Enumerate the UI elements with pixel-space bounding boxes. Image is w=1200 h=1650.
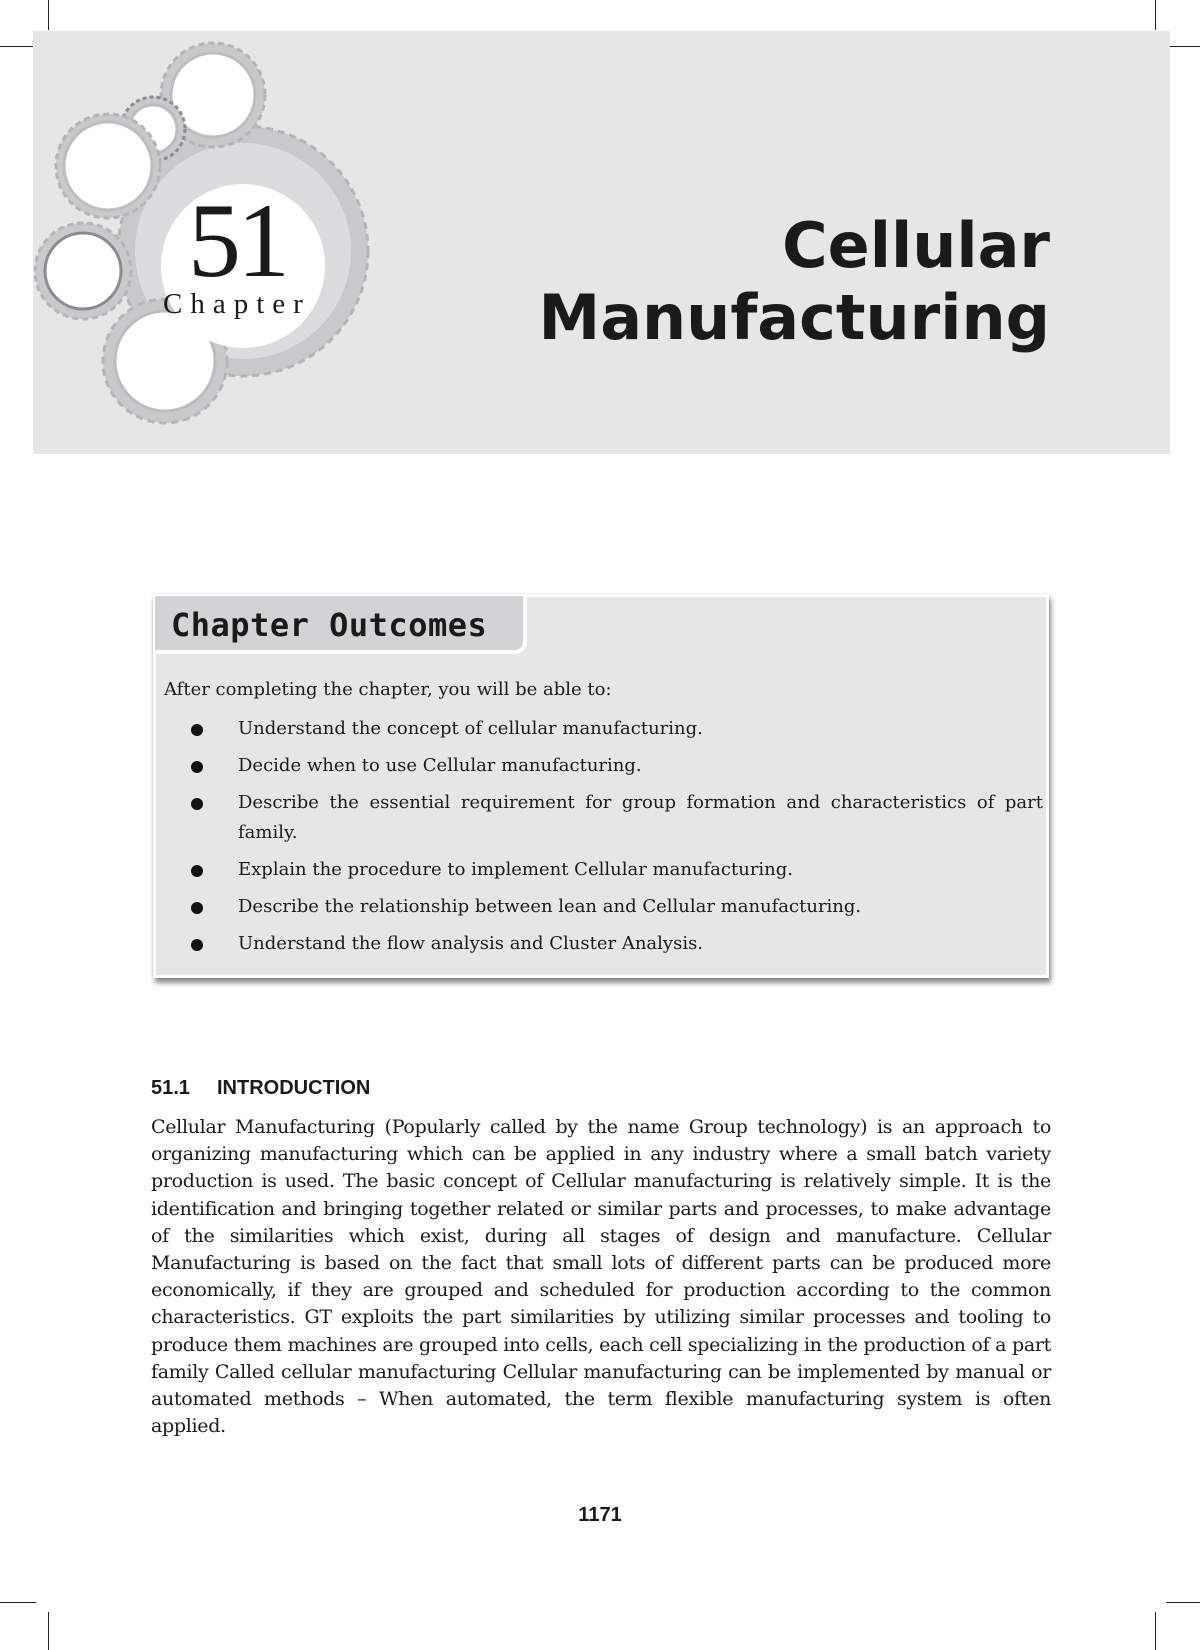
section-title: INTRODUCTION	[217, 1077, 371, 1099]
chapter-title-line1: Cellular	[782, 209, 1050, 282]
crop-mark	[48, 0, 49, 30]
crop-mark	[0, 46, 36, 47]
chapter-label: Chapter	[163, 288, 311, 320]
list-item	[186, 855, 1043, 885]
crop-mark	[48, 1612, 49, 1650]
bullet-icon	[191, 761, 203, 773]
chapter-outcomes-intro: After completing the chapter, you will be able to:	[164, 679, 612, 700]
list-item	[186, 929, 1043, 959]
bullet-icon	[191, 798, 203, 810]
list-item	[186, 788, 1043, 848]
chapter-outcomes-title: Chapter Outcomes	[171, 606, 488, 644]
section-body-text: Cellular Manufacturing (Popularly called by the name Group technology) is an approach to organizing manufacturing which can be applied in any industry where a small batch variety production is used. The basic concept of Cellular manufacturing is relatively simple. It is the identification and bringing together related or similar parts and processes, to make advantage of the similarities which exist, during all stages of design and manufacture. Cellular Manufacturing is based on the fact that small lots of different parts can be produced more economically, if they are grouped and scheduled for production according to the common characteristics. GT exploits the part similarities by utilizing similar processes and tooling to produce them machines are grouped into cells, each cell specializing in the production of a part family Called cellular manufacturing Cellular manufacturing can be implemented by manual or automated methods – When automated, the term flexible manufacturing system is often applied.	[151, 1116, 1051, 1438]
bullet-icon	[191, 865, 203, 877]
crop-mark	[0, 1602, 36, 1603]
section-heading	[151, 1075, 370, 1101]
list-item	[186, 892, 1043, 922]
outcome-text: Describe the relationship between lean and Cellular manufacturing.	[238, 896, 862, 917]
crop-mark	[1166, 1602, 1200, 1603]
outcome-text: Understand the concept of cellular manufacturing.	[238, 718, 703, 739]
chapter-outcomes-list	[186, 714, 1043, 966]
crop-mark	[1155, 1612, 1156, 1650]
outcome-text: Describe the essential requirement for group formation and characteristics of part family.	[238, 792, 1043, 843]
outcome-text: Explain the procedure to implement Cellular manufacturing.	[238, 859, 794, 880]
list-item	[186, 714, 1043, 744]
crop-mark	[1155, 0, 1156, 30]
crop-mark	[1166, 46, 1200, 47]
list-item	[186, 751, 1043, 781]
section-number: 51.1	[151, 1077, 190, 1099]
bullet-icon	[191, 902, 203, 914]
chapter-number: 51	[188, 182, 286, 299]
bullet-icon	[191, 939, 203, 951]
outcome-text: Decide when to use Cellular manufacturing.	[238, 755, 642, 776]
chapter-title	[539, 210, 1051, 354]
bullet-icon	[191, 724, 203, 736]
outcome-text: Understand the flow analysis and Cluster Analysis.	[238, 933, 704, 954]
page-number: 1171	[578, 1504, 622, 1526]
chapter-title-line2: Manufacturing	[538, 281, 1050, 354]
